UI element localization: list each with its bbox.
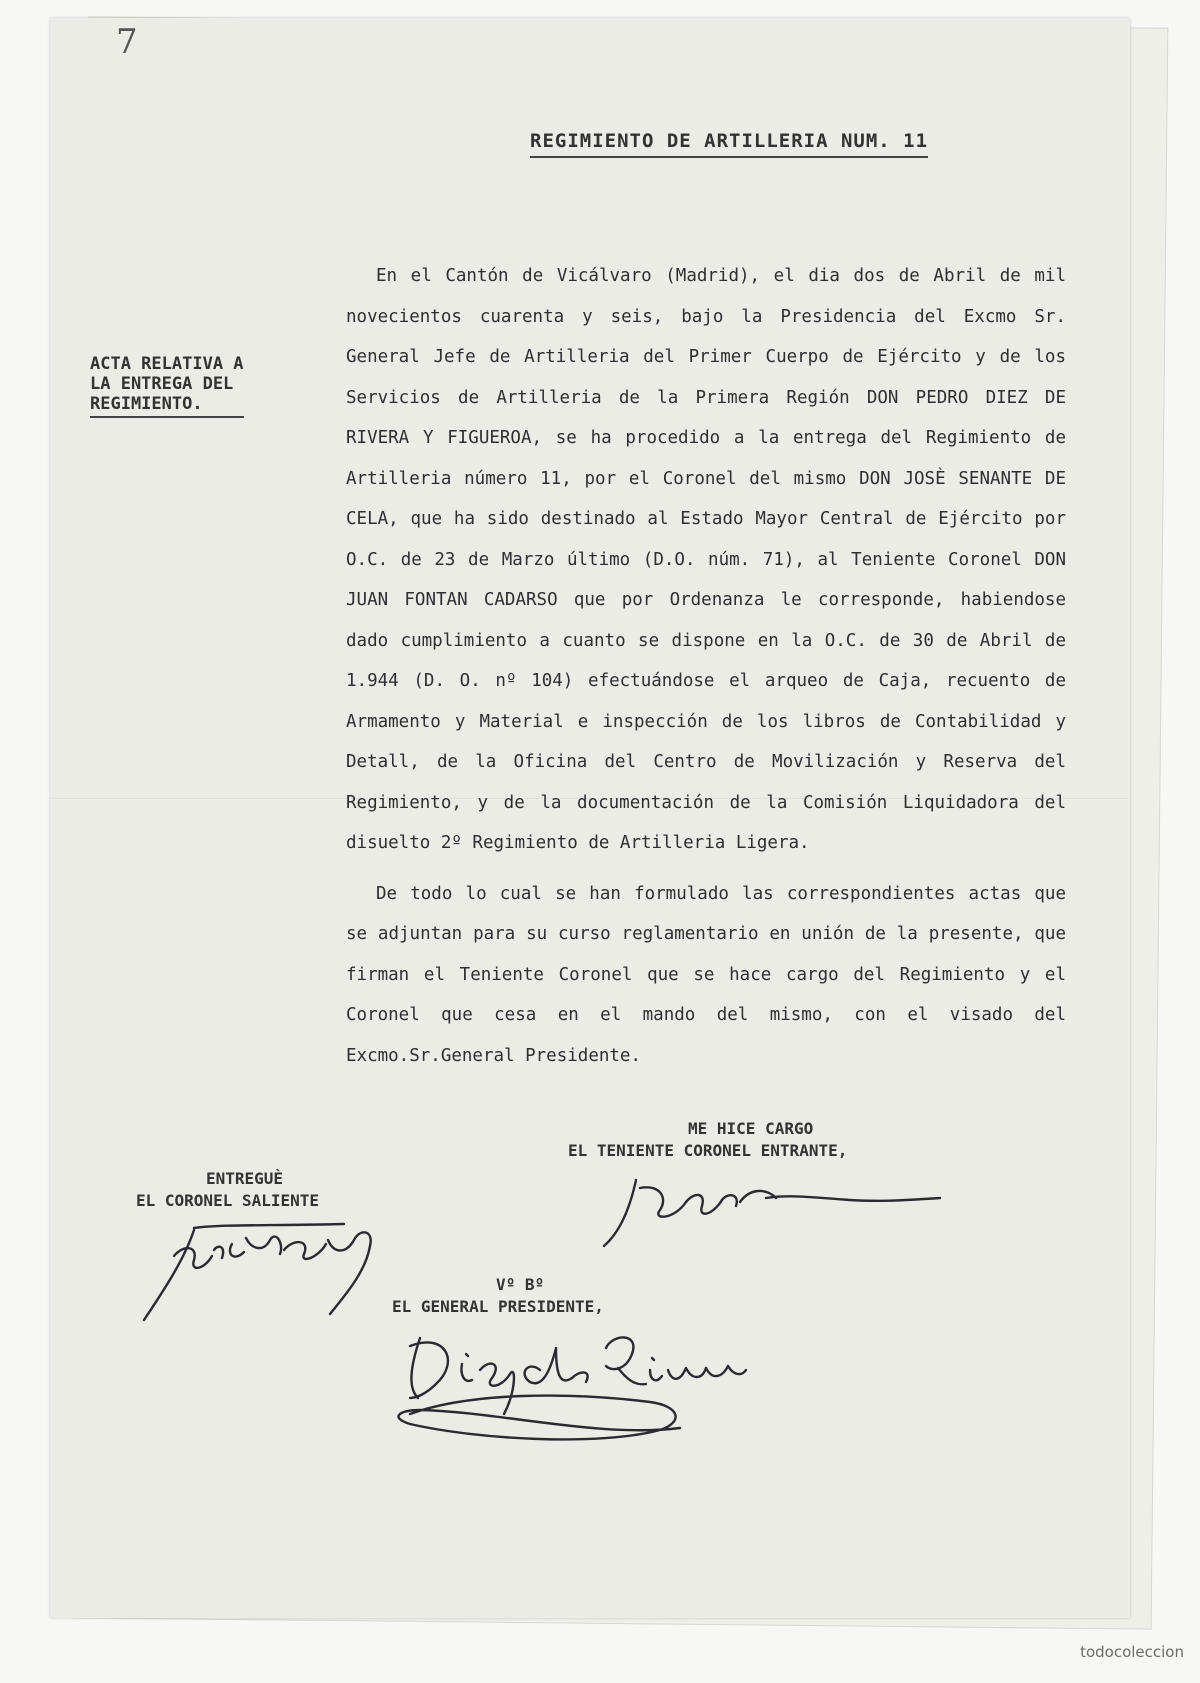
document-page <box>50 18 1130 1618</box>
side-title <box>90 354 244 418</box>
watermark: todocoleccion <box>1080 1643 1184 1661</box>
signature-block-saliente <box>136 1168 319 1212</box>
presidente-line-2: EL GENERAL PRESIDENTE, <box>392 1297 604 1316</box>
body-paragraph-2: De todo lo cual se han formulado las correspondientes actas que se adjuntan para su curso reglamentario en unión de la presente, que firman el Teniente Coronel que se hace cargo del Regimiento y el Coronel que cesa en el mando del mismo, con el visado del Excmo.Sr.General Presidente. <box>346 883 1066 1066</box>
corner-mark: 7 <box>116 22 138 62</box>
side-title-line-1: ACTA RELATIVA A <box>90 354 244 374</box>
entrante-line-2: EL TENIENTE CORONEL ENTRANTE, <box>568 1141 848 1160</box>
signature-presidente <box>350 1318 750 1478</box>
signature-block-entrante <box>568 1118 847 1162</box>
side-title-line-3: REGIMIENTO. <box>90 394 244 418</box>
body-paragraph-1: En el Cantón de Vicálvaro (Madrid), el dia dos de Abril de mil novecientos cuarenta y seis, bajo la Presidencia del Excmo Sr. General Jefe de Artilleria del Primer Cuerpo de Ejército y de los Servicios de Artilleria de la Primera Región DON PEDRO DIEZ DE RIVERA Y FIGUEROA, se ha procedido a la entrega del Regimiento de Artilleria número 11, por el Coronel del mismo DON JOSÈ SENANTE DE CELA, que ha sido destinado al Estado Mayor Central de Ejército por O.C. de 23 de Marzo último (D.O. núm. 71), al Teniente Coronel DON JUAN FONTAN CADARSO que por Ordenanza le corresponde, habiendose dado cumplimiento a cuanto se dispone en la O.C. de 30 de Abril de 1.944 (D. O. nº 104) efectuándose el arqueo de Caja, recuento de Armamento y Material e inspección de los libros de Contabilidad y Detall, de la Oficina del Centro de Movilización y Reserva del Regimiento, y de la documentación de la Comisión Liquidadora del disuelto 2º Regimiento de Artilleria Ligera. <box>346 266 1066 853</box>
side-title-line-2: LA ENTREGA DEL <box>90 374 234 394</box>
entrante-line-1: ME HICE CARGO <box>688 1119 814 1138</box>
presidente-line-1: Vº Bº <box>496 1275 545 1294</box>
saliente-line-1: ENTREGUÈ <box>206 1169 284 1188</box>
document-body <box>346 256 1066 1076</box>
signature-entrante <box>590 1158 950 1258</box>
signature-block-presidente <box>392 1274 604 1318</box>
saliente-line-2: EL CORONEL SALIENTE <box>136 1191 320 1210</box>
document-heading: REGIMIENTO DE ARTILLERIA NUM. 11 <box>530 130 928 158</box>
